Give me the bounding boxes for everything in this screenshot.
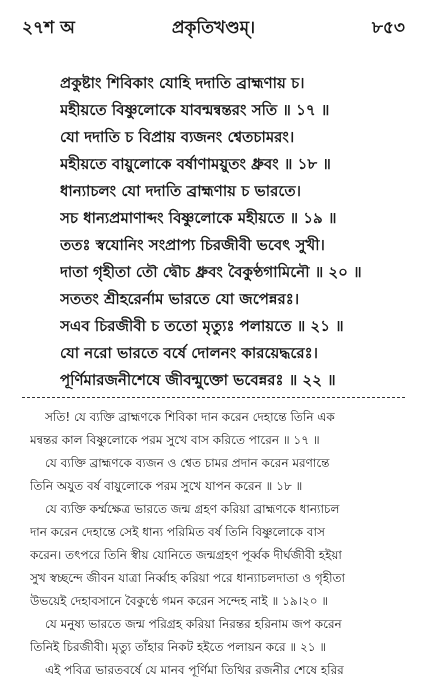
page-header (22, 15, 405, 41)
verse-line: ততঃ স্বযোনিং সংপ্রাপ্য চিরজীবী ভবেৎ সুখী। (60, 236, 325, 254)
page-title: প্রকৃতিখণ্ডম্। (171, 18, 256, 38)
verse-line: মহীয়তে বায়ুলোকে বর্ষাণাময়ুতং ধ্রুবং ॥ ১৮ ॥ (60, 155, 331, 173)
verse-line: যো দদাতি চ বিপ্রায় ব্যজনং শ্বেতচামরং। (60, 128, 295, 146)
commentary-line: যে মনুষ্য ভারতে জন্ম পরিগ্রহ করিয়া নিরন্তর হরিনাম জপ করেন (45, 617, 342, 631)
page-number: ৮৫৩ (371, 18, 405, 38)
verse-line: প্রকুষ্টাং শিবিকাং যোহি দদাতি ব্রাহ্মণায় চ। (60, 74, 305, 92)
commentary-line: তিনিই চিরজীবী। মৃত্যু তাঁহার নিকট হইতে পলায়ন করে ॥ ২১ ॥ (30, 640, 327, 654)
commentary-line: মন্বন্তর কাল বিষ্ণুলোকে পরম সুখে বাস করিতে পারেন ॥ ১৭ ॥ (30, 433, 320, 447)
commentary-line: সতি! যে ব্যক্তি ব্রাহ্মণকে শিবিকা দান করেন দেহান্তে তিনি এক (45, 410, 335, 424)
verse-line: দাতা গৃহীতা তৌ দ্বৌচ ধ্রুবং বৈকুণ্ঠগামিনৌ ॥ ২০ ॥ (60, 263, 362, 281)
verse-line: মহীয়তে বিষ্ণুলোকে যাবন্মন্বন্তরং সতি ॥ ১৭ ॥ (60, 101, 330, 119)
verse-line: যো নরো ভারতে বর্ষে দোলনং কারয়েদ্ধরেঃ। (60, 344, 318, 362)
verse-line: সচ ধান্যপ্রমাণাব্দং বিষ্ণুলোকে মহীয়তে ॥ ১৯ ॥ (60, 209, 337, 227)
verse-line: পূর্ণিমারজনীশেষে জীবন্মুক্তো ভবেন্নরঃ ॥ ২২ ॥ (60, 371, 336, 389)
chapter-label: ২৭শ অ (22, 18, 75, 38)
commentary-line: তিনি অযুত বর্ষ বায়ুলোকে পরম সুখে যাপন করেন ॥ ১৮ ॥ (30, 479, 303, 493)
commentary-line: উভয়েই দেহাবসানে বৈকুণ্ঠে গমন করেন সন্দেহ নাই ॥ ১৯।২০ ॥ (30, 594, 329, 608)
commentary-line: দান করেন দেহান্তে সেই ধান্য পরিমিত বর্ষ তিনি বিষ্ণুলোকে বাস (30, 525, 325, 539)
commentary-line: যে ব্যক্তি কর্ম্মক্ষেত্র ভারতে জন্ম গ্রহণ করিয়া ব্রাহ্মণকে ধান্যাচল (45, 502, 340, 516)
commentary-line: এই পবিত্র ভারতবর্ষে যে মানব পূর্ণিমা তিথির রজনীর শেষে হরির (45, 663, 344, 677)
verse-line: সততং শ্রীহরের্নাম ভারতে যো জপেন্নরঃ। (60, 290, 300, 308)
verse-line: সএব চিরজীবী চ ততো মৃত্যুঃ পলায়তে ॥ ২১ ॥ (60, 317, 344, 335)
section-divider (22, 397, 405, 398)
commentary-line: যে ব্যক্তি ব্রাহ্মণকে ব্যজন ও শ্বেত চামর প্রদান করেন মরণান্তে (45, 456, 330, 470)
commentary-line: সুখ স্বচ্ছন্দে জীবন যাত্রা নির্ব্বাহ করিয়া পরে ধান্যাচলদাতা ও গৃহীতা (30, 571, 345, 585)
verse-line: ধান্যাচলং যো দদাতি ব্রাহ্মণায় চ ভারতে। (60, 182, 301, 200)
commentary-line: করেন। তৎপরে তিনি স্বীয় যোনিতে জন্মগ্রহণ পূর্ব্বক দীর্ঘজীবী হইয়া (30, 548, 342, 562)
